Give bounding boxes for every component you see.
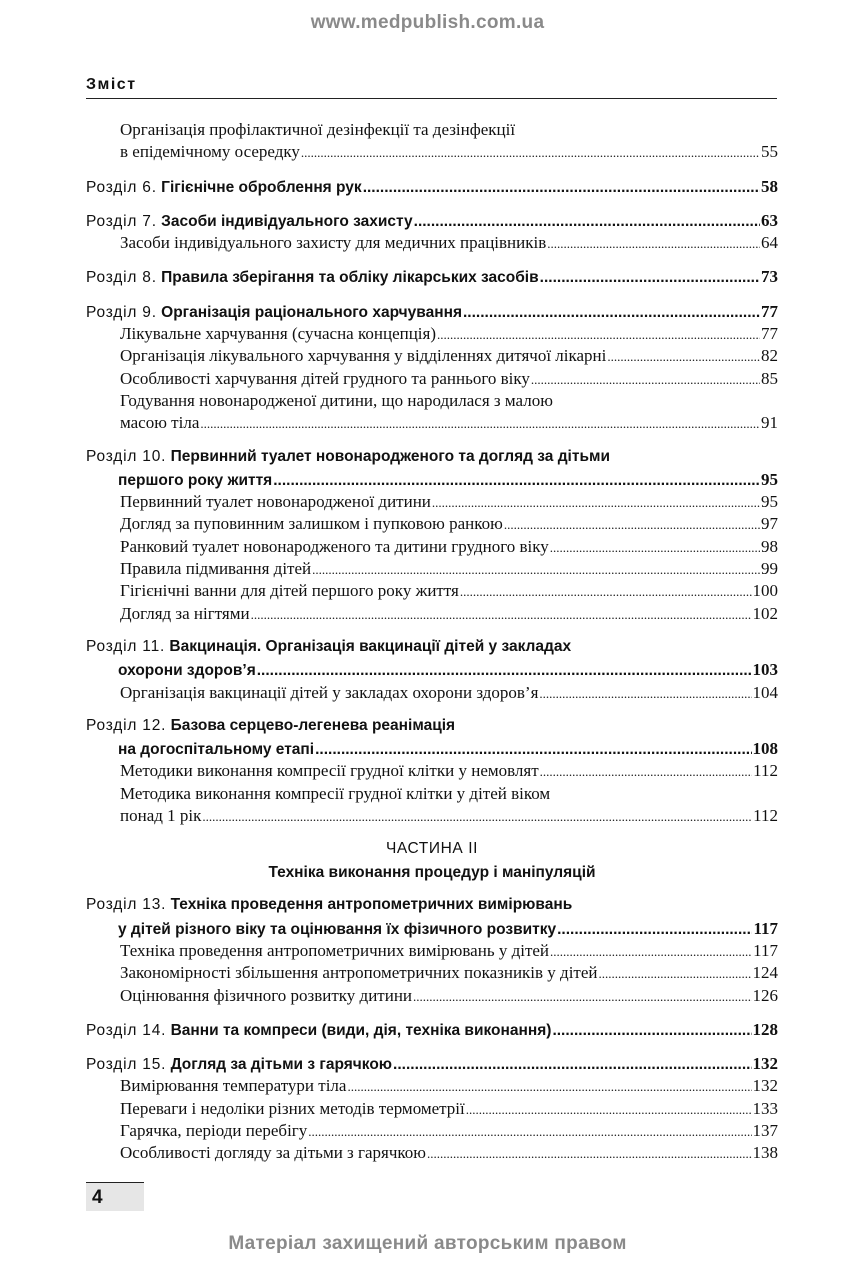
watermark-bottom: Матеріал захищений авторським правом <box>228 1233 627 1254</box>
subsection-title: Закономірності збільшення антропометричних показників у дітей <box>120 963 598 983</box>
dot-leader <box>531 372 760 388</box>
dot-leader <box>200 416 760 432</box>
toc-subsection-row[interactable] <box>86 1121 778 1143</box>
dot-leader <box>540 269 760 287</box>
dot-leader <box>437 327 760 343</box>
page-ref: 137 <box>752 1120 778 1140</box>
dot-leader <box>315 741 751 759</box>
page-ref: 77 <box>761 301 778 321</box>
page-ref: 133 <box>752 1098 778 1118</box>
dot-leader <box>504 517 760 533</box>
dot-leader <box>413 989 751 1005</box>
subsection-title: Особливості догляду за дітьми з гарячкою <box>120 1143 426 1163</box>
dot-leader <box>202 809 752 825</box>
page-ref: 132 <box>752 1076 778 1096</box>
dot-leader <box>547 236 760 252</box>
toc-section-continuation[interactable] <box>86 660 778 682</box>
dot-leader <box>273 472 760 490</box>
page-ref: 77 <box>761 324 778 344</box>
section-title: Організація раціонального харчування <box>161 303 462 321</box>
subsection-title: Засоби індивідуального захисту для медичних працівників <box>120 233 547 253</box>
dot-leader <box>550 944 752 960</box>
page-ref: 85 <box>761 368 778 388</box>
page-ref: 124 <box>752 963 778 983</box>
toc-subsection-row[interactable] <box>86 963 778 985</box>
dot-leader <box>463 304 760 322</box>
subsection-title: в епідемічному осередку <box>120 142 300 162</box>
running-header <box>86 74 777 99</box>
page-ref: 132 <box>752 1054 778 1074</box>
subsection-title: понад 1 рік <box>120 806 202 826</box>
section-title: охорони здоров’я <box>118 662 256 680</box>
toc-section <box>86 302 778 436</box>
toc-section <box>86 120 778 165</box>
subsection-title: Оцінювання фізичного розвитку дитини <box>120 985 413 1005</box>
toc-subsection-row[interactable] <box>86 761 778 783</box>
toc-subsection-row[interactable] <box>86 1076 778 1098</box>
subsection-title: Первинний туалет новонародженої дитини <box>120 492 431 512</box>
dot-leader <box>552 1022 751 1040</box>
toc-part-2 <box>86 896 778 1165</box>
section-title: у дітей різного віку та оцінювання їх фізичного розвитку <box>118 920 557 938</box>
toc-section <box>86 448 778 626</box>
subsection-title: Лікувальне харчування (сучасна концепція) <box>120 324 437 344</box>
toc-subsection-row[interactable] <box>86 413 778 435</box>
toc-subsection-row[interactable] <box>86 1143 778 1165</box>
part-title: Техніка виконання процедур і маніпуляцій <box>268 864 596 882</box>
page-ref: 103 <box>752 660 778 680</box>
section-prefix: Розділ 9. <box>86 303 157 321</box>
section-title: Засоби індивідуального захисту <box>161 212 413 230</box>
section-title: Базова серцево-легенева реанімація <box>170 716 456 734</box>
section-prefix: Розділ 10. <box>86 447 167 465</box>
toc-section <box>86 267 778 289</box>
subsection-title: Особливості харчування дітей грудного та раннього віку <box>120 368 530 388</box>
subsection-title: Організація вакцинації дітей у закладах охорони здоров’я <box>120 682 539 702</box>
page-ref: 108 <box>752 739 778 759</box>
dot-leader <box>539 686 751 702</box>
section-title: Правила зберігання та обліку лікарських засобів <box>161 269 539 287</box>
page-ref: 58 <box>761 176 778 196</box>
page-ref: 97 <box>761 514 778 534</box>
section-title: Ванни та компреси (види, дія, техніка виконання) <box>170 1021 552 1039</box>
toc-section-row[interactable] <box>86 896 778 918</box>
subsection-title: Гігієнічні ванни для дітей першого року життя <box>120 581 459 601</box>
section-title: Гігієнічне оброблення рук <box>161 178 362 196</box>
section-title: Техніка проведення антропометричних вимірювань <box>170 896 573 914</box>
toc-section-row[interactable] <box>86 638 778 660</box>
toc-section-continuation[interactable] <box>86 470 778 492</box>
section-title: Вакцинація. Організація вакцинації дітей у закладах <box>169 637 572 655</box>
subsection-title: Техніка проведення антропометричних вимірювань у дітей <box>120 940 550 960</box>
page-ref: 112 <box>753 806 778 826</box>
section-prefix: Розділ 11. <box>86 637 166 655</box>
dot-leader <box>599 966 752 982</box>
toc-section-continuation[interactable] <box>86 919 778 941</box>
page-ref: 112 <box>753 761 778 781</box>
dot-leader <box>550 540 760 556</box>
subsection-title: Організація лікувального харчування у відділеннях дитячої лікарні <box>120 346 607 366</box>
dot-leader <box>427 1146 752 1162</box>
toc-subsection-row[interactable] <box>86 346 778 368</box>
subsection-title: Методика виконання компресії грудної клітки у дітей віком <box>120 783 551 803</box>
header-title: Зміст <box>86 76 137 93</box>
page-ref: 64 <box>761 233 778 253</box>
page-ref: 138 <box>752 1143 778 1163</box>
toc-subsection-row[interactable] <box>86 683 778 705</box>
subsection-title: Методики виконання компресії грудної клітки у немовлят <box>120 761 539 781</box>
dot-leader <box>257 662 752 680</box>
dot-leader <box>540 764 752 780</box>
page-ref: 95 <box>761 492 778 512</box>
section-prefix: Розділ 12. <box>86 716 167 734</box>
dot-leader <box>393 1056 751 1074</box>
subsection-title: Ранковий туалет новонародженого та дитини грудного віку <box>120 536 549 556</box>
toc-section-row[interactable] <box>86 177 778 199</box>
page-ref: 99 <box>761 559 778 579</box>
dot-leader <box>308 1124 751 1140</box>
toc-section-row[interactable] <box>86 302 778 324</box>
page-ref: 63 <box>761 210 778 230</box>
dot-leader <box>363 179 760 197</box>
dot-leader <box>312 562 760 578</box>
toc-subsection-row[interactable] <box>86 986 778 1008</box>
toc-section-row[interactable] <box>86 267 778 289</box>
section-title: Первинний туалет новонародженого та догляд за дітьми <box>170 447 610 465</box>
toc-subsection-row[interactable] <box>86 142 778 164</box>
page-number: 4 <box>92 1187 103 1208</box>
page-ref: 128 <box>752 1019 778 1039</box>
dot-leader <box>460 584 752 600</box>
toc-section-row[interactable] <box>86 717 778 739</box>
toc-subsection-row[interactable] <box>86 492 778 514</box>
toc-subsection-row[interactable] <box>86 514 778 536</box>
toc-subsection-row[interactable] <box>86 604 778 626</box>
page-ref: 82 <box>761 346 778 366</box>
subsection-title: Догляд за пуповинним залишком і пупковою ранкою <box>120 514 503 534</box>
page-ref: 73 <box>761 267 778 287</box>
page-ref: 98 <box>761 536 778 556</box>
page-ref: 117 <box>753 918 778 938</box>
toc-section-row[interactable] <box>86 211 778 233</box>
subsection-title: Організація профілактичної дезінфекції та дезінфекції <box>120 120 516 139</box>
section-prefix: Розділ 7. <box>86 212 157 230</box>
toc-subsection-row[interactable] <box>86 537 778 559</box>
section-title: першого року життя <box>118 471 273 489</box>
section-prefix: Розділ 14. <box>86 1021 167 1039</box>
page-ref: 117 <box>753 940 778 960</box>
toc-section <box>86 1020 778 1042</box>
toc-section-row[interactable] <box>86 1020 778 1042</box>
dot-leader <box>347 1079 751 1095</box>
part-heading <box>86 840 778 882</box>
toc-section <box>86 177 778 199</box>
page-ref: 104 <box>752 682 778 702</box>
dot-leader <box>251 607 752 623</box>
part-number: ЧАСТИНА II <box>385 840 479 858</box>
subsection-title: Годування новонародженої дитини, що народилася з малою <box>120 390 553 410</box>
toc-subsection-line <box>86 784 778 806</box>
toc-section <box>86 717 778 828</box>
dot-leader <box>557 921 752 939</box>
section-prefix: Розділ 15. <box>86 1056 167 1074</box>
toc-section <box>86 896 778 1007</box>
subsection-title: Правила підмивання дітей <box>120 559 312 579</box>
section-title: на догоспітальному етапі <box>118 741 315 759</box>
toc-subsection-row[interactable] <box>86 233 778 255</box>
subsection-title: Переваги і недоліки різних методів термометрії <box>120 1098 465 1118</box>
toc-subsection-row[interactable] <box>86 806 778 828</box>
dot-leader <box>432 495 760 511</box>
section-title: Догляд за дітьми з гарячкою <box>170 1056 393 1074</box>
toc-section-row[interactable] <box>86 1054 778 1076</box>
subsection-title: Догляд за нігтями <box>120 603 250 623</box>
toc-subsection-row[interactable] <box>86 559 778 581</box>
toc-section-continuation[interactable] <box>86 739 778 761</box>
section-prefix: Розділ 6. <box>86 178 157 196</box>
toc-subsection-row[interactable] <box>86 941 778 963</box>
toc-subsection-row[interactable] <box>86 324 778 346</box>
page-number-box <box>86 1182 144 1211</box>
section-prefix: Розділ 8. <box>86 269 157 287</box>
toc-subsection-row[interactable] <box>86 369 778 391</box>
page-ref: 91 <box>761 413 778 433</box>
toc-section <box>86 638 778 705</box>
page-ref: 95 <box>761 469 778 489</box>
toc-subsection-line <box>86 120 778 142</box>
dot-leader <box>301 145 760 161</box>
toc-subsection-row[interactable] <box>86 581 778 603</box>
subsection-title: Гарячка, періоди перебігу <box>120 1120 308 1140</box>
subsection-title: масою тіла <box>120 413 200 433</box>
toc-subsection-line <box>86 391 778 413</box>
dot-leader <box>466 1102 752 1118</box>
page-ref: 100 <box>752 581 778 601</box>
toc-section <box>86 211 778 256</box>
dot-leader <box>414 213 760 231</box>
page-ref: 102 <box>752 603 778 623</box>
table-of-contents <box>86 120 778 1178</box>
watermark-top: www.medpublish.com.ua <box>310 12 545 33</box>
toc-subsection-row[interactable] <box>86 1099 778 1121</box>
toc-section-row[interactable] <box>86 448 778 470</box>
toc-part-1 <box>86 120 778 828</box>
dot-leader <box>607 349 760 365</box>
page-ref: 55 <box>761 142 778 162</box>
toc-section <box>86 1054 778 1165</box>
section-prefix: Розділ 13. <box>86 896 167 914</box>
page-ref: 126 <box>752 985 778 1005</box>
subsection-title: Вимірювання температури тіла <box>120 1076 347 1096</box>
